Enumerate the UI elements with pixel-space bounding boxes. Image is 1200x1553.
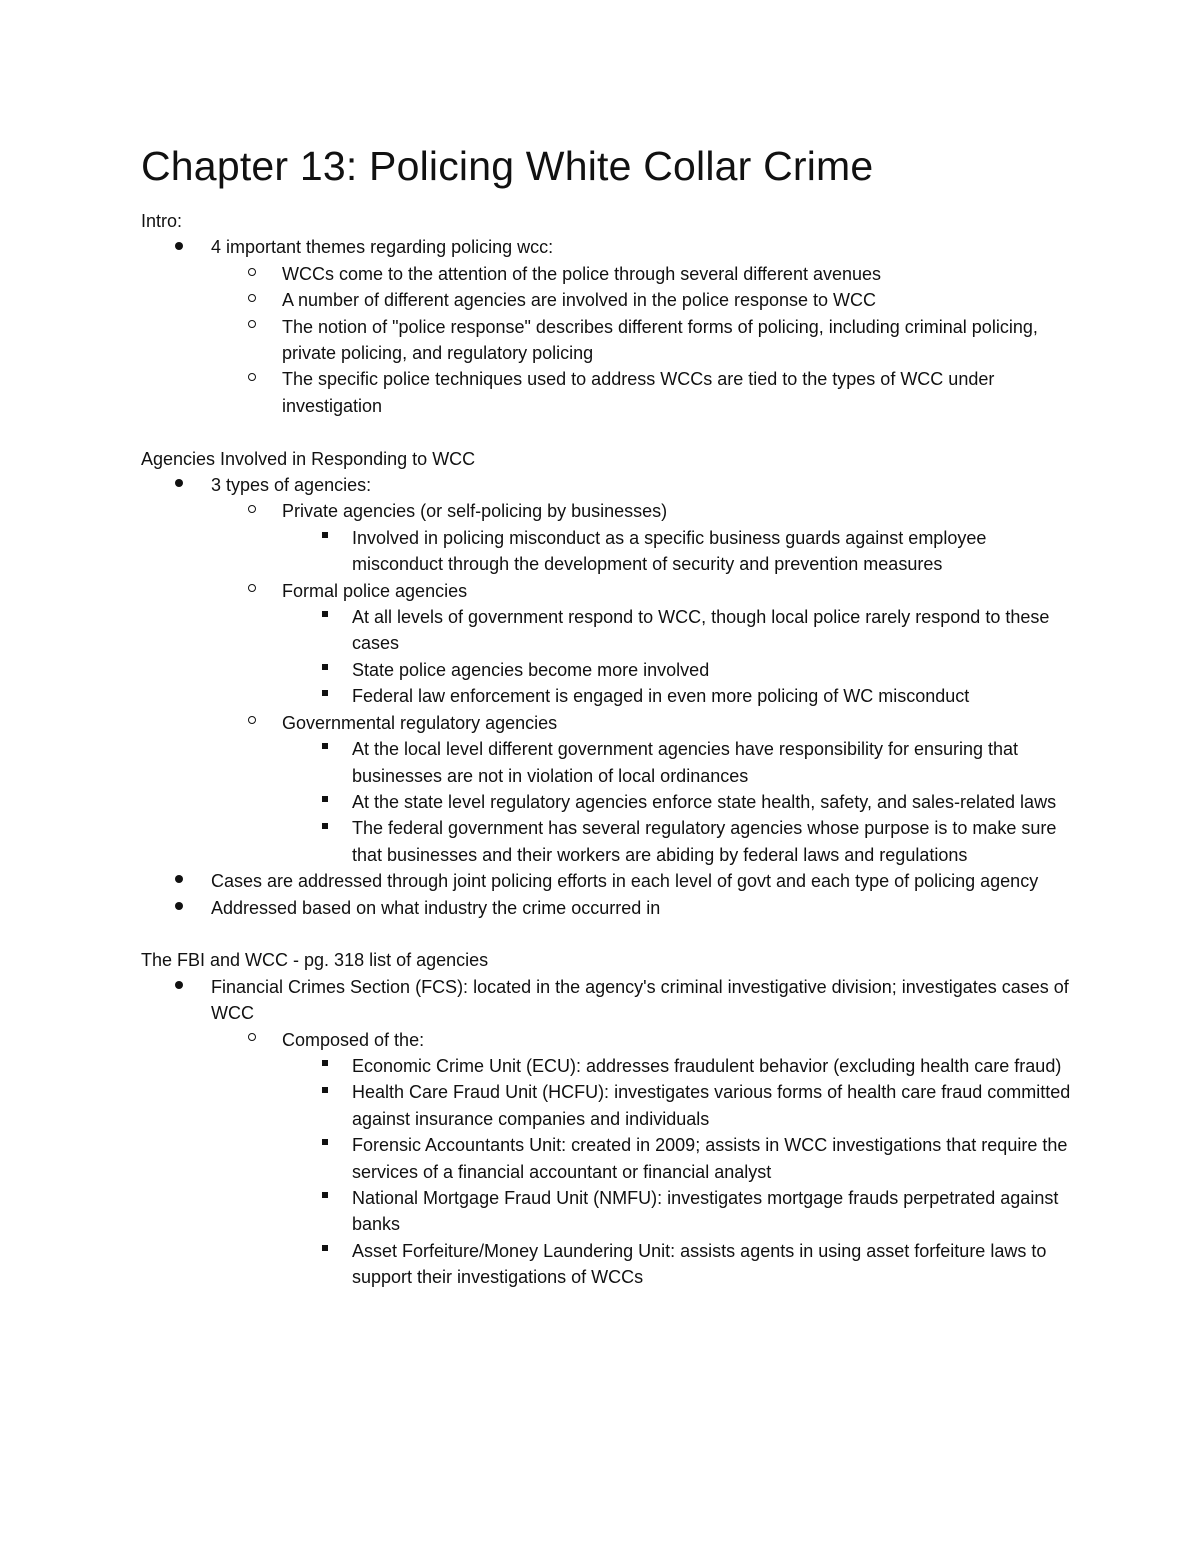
list-item-text: Formal police agencies xyxy=(282,580,468,601)
bullet-dot-icon xyxy=(172,868,186,894)
bullet-dot-icon xyxy=(172,895,186,921)
list-item xyxy=(211,314,1071,367)
list-item-text: At the state level regulatory agencies enforce state health, safety, and sales-related laws xyxy=(352,791,1057,812)
list-item-text: Economic Crime Unit (ECU): addresses fraudulent behavior (excluding health care fraud) xyxy=(352,1055,1062,1076)
bullet-list-level-1 xyxy=(141,472,1071,921)
list-item xyxy=(141,974,1071,1291)
section-heading: Agencies Involved in Responding to WCC xyxy=(141,448,476,469)
section xyxy=(141,446,1071,921)
bullet-list-level-2 xyxy=(211,1027,1071,1291)
list-item-text: Addressed based on what industry the crime occurred in xyxy=(211,897,661,918)
list-item xyxy=(211,287,1071,313)
section-heading: The FBI and WCC - pg. 318 list of agencies xyxy=(141,950,489,971)
bullet-square-icon xyxy=(318,1079,332,1105)
list-item-text: Health Care Fraud Unit (HCFU): investigates various forms of health care fraud committed against insurance companies and individuals xyxy=(352,1082,1071,1129)
list-item-text: The specific police techniques used to address WCCs are tied to the types of WCC under investigation xyxy=(282,369,995,416)
bullet-square-icon xyxy=(318,1238,332,1264)
list-item xyxy=(282,657,1071,683)
list-item-text: Private agencies (or self-policing by businesses) xyxy=(282,501,668,522)
list-item-text: The federal government has several regulatory agencies whose purpose is to make sure that businesses and their workers are abiding by federal laws and regulations xyxy=(352,818,1057,865)
bullet-circle-icon xyxy=(245,314,259,340)
list-item-text: State police agencies become more involved xyxy=(352,659,710,680)
bullet-square-icon xyxy=(318,657,332,683)
bullet-dot-icon xyxy=(172,974,186,1000)
bullet-square-icon xyxy=(318,683,332,709)
bullet-circle-icon xyxy=(245,498,259,524)
list-item xyxy=(282,815,1071,868)
bullet-square-icon xyxy=(318,815,332,841)
list-item-text: 3 types of agencies: xyxy=(211,475,372,496)
bullet-circle-icon xyxy=(245,366,259,392)
list-item xyxy=(211,366,1071,419)
bullet-square-icon xyxy=(318,604,332,630)
list-item-text: At all levels of government respond to WCC, though local police rarely respond to these cases xyxy=(352,607,1050,654)
list-item-text: Cases are addressed through joint policing efforts in each level of govt and each type of policing agency xyxy=(211,871,1039,892)
bullet-square-icon xyxy=(318,525,332,551)
bullet-circle-icon xyxy=(245,261,259,287)
list-item xyxy=(282,1132,1071,1185)
bullet-square-icon xyxy=(318,1185,332,1211)
list-item xyxy=(211,261,1071,287)
list-item-text: 4 important themes regarding policing wcc: xyxy=(211,237,554,258)
list-item-text: Financial Crimes Section (FCS): located in the agency's criminal investigative division; investigates cases of WCC xyxy=(211,976,1069,1024)
bullet-square-icon xyxy=(318,789,332,815)
list-item-text: Involved in policing misconduct as a specific business guards against employee misconduct through the development of security and prevention measures xyxy=(352,527,987,575)
list-item-text: Composed of the: xyxy=(282,1029,425,1050)
bullet-list-level-2 xyxy=(211,261,1071,419)
list-item xyxy=(211,498,1071,577)
list-item xyxy=(282,789,1071,815)
bullet-circle-icon xyxy=(245,578,259,604)
bullet-list-level-3 xyxy=(282,1053,1071,1291)
list-item xyxy=(211,578,1071,710)
list-item xyxy=(211,1027,1071,1291)
bullet-circle-icon xyxy=(245,710,259,736)
bullet-list-level-3 xyxy=(282,604,1071,710)
list-item xyxy=(282,1185,1071,1238)
list-item-text: A number of different agencies are involved in the police response to WCC xyxy=(282,290,876,311)
list-item-text: Governmental regulatory agencies xyxy=(282,712,558,733)
list-item-text: The notion of "police response" describes different forms of policing, including criminal policing, private policing, and regulatory policing xyxy=(282,316,1038,364)
list-item xyxy=(141,868,1071,894)
bullet-circle-icon xyxy=(245,287,259,313)
list-item xyxy=(282,736,1071,789)
section-heading: Intro: xyxy=(141,211,183,231)
bullet-list-level-2 xyxy=(211,498,1071,868)
bullet-list-level-3 xyxy=(282,736,1071,868)
bullet-square-icon xyxy=(318,1053,332,1079)
list-item xyxy=(211,710,1071,868)
list-item xyxy=(141,895,1071,921)
list-item-text: At the local level different government agencies have responsibility for ensuring that businesses are not in violation of local ordinances xyxy=(352,739,1019,786)
bullet-square-icon xyxy=(318,1132,332,1158)
bullet-dot-icon xyxy=(172,234,186,260)
bullet-dot-icon xyxy=(172,472,186,498)
list-item-text: National Mortgage Fraud Unit (NMFU): investigates mortgage frauds perpetrated against banks xyxy=(352,1188,1059,1235)
list-item xyxy=(282,525,1071,578)
list-item xyxy=(282,1053,1071,1079)
bullet-square-icon xyxy=(318,736,332,762)
list-item xyxy=(282,1079,1071,1132)
list-item xyxy=(141,472,1071,868)
list-item xyxy=(141,234,1071,419)
list-item-text: WCCs come to the attention of the police through several different avenues xyxy=(282,263,882,284)
list-item-text: Asset Forfeiture/Money Laundering Unit: assists agents in using asset forfeiture laws to support their investigations of WCCs xyxy=(352,1240,1047,1288)
section xyxy=(141,208,1071,419)
list-item xyxy=(282,683,1071,709)
bullet-list-level-3 xyxy=(282,525,1071,578)
section xyxy=(141,947,1071,1290)
page-title: Chapter 13: Policing White Collar Crime xyxy=(141,143,874,189)
list-item-text: Federal law enforcement is engaged in even more policing of WC misconduct xyxy=(352,686,970,707)
list-item-text: Forensic Accountants Unit: created in 2009; assists in WCC investigations that require the services of a financial accountant or financial analyst xyxy=(352,1135,1068,1182)
list-item xyxy=(282,604,1071,657)
document-body xyxy=(141,208,1071,1291)
bullet-list-level-1 xyxy=(141,234,1071,419)
bullet-circle-icon xyxy=(245,1027,259,1053)
list-item xyxy=(282,1238,1071,1291)
bullet-list-level-1 xyxy=(141,974,1071,1291)
